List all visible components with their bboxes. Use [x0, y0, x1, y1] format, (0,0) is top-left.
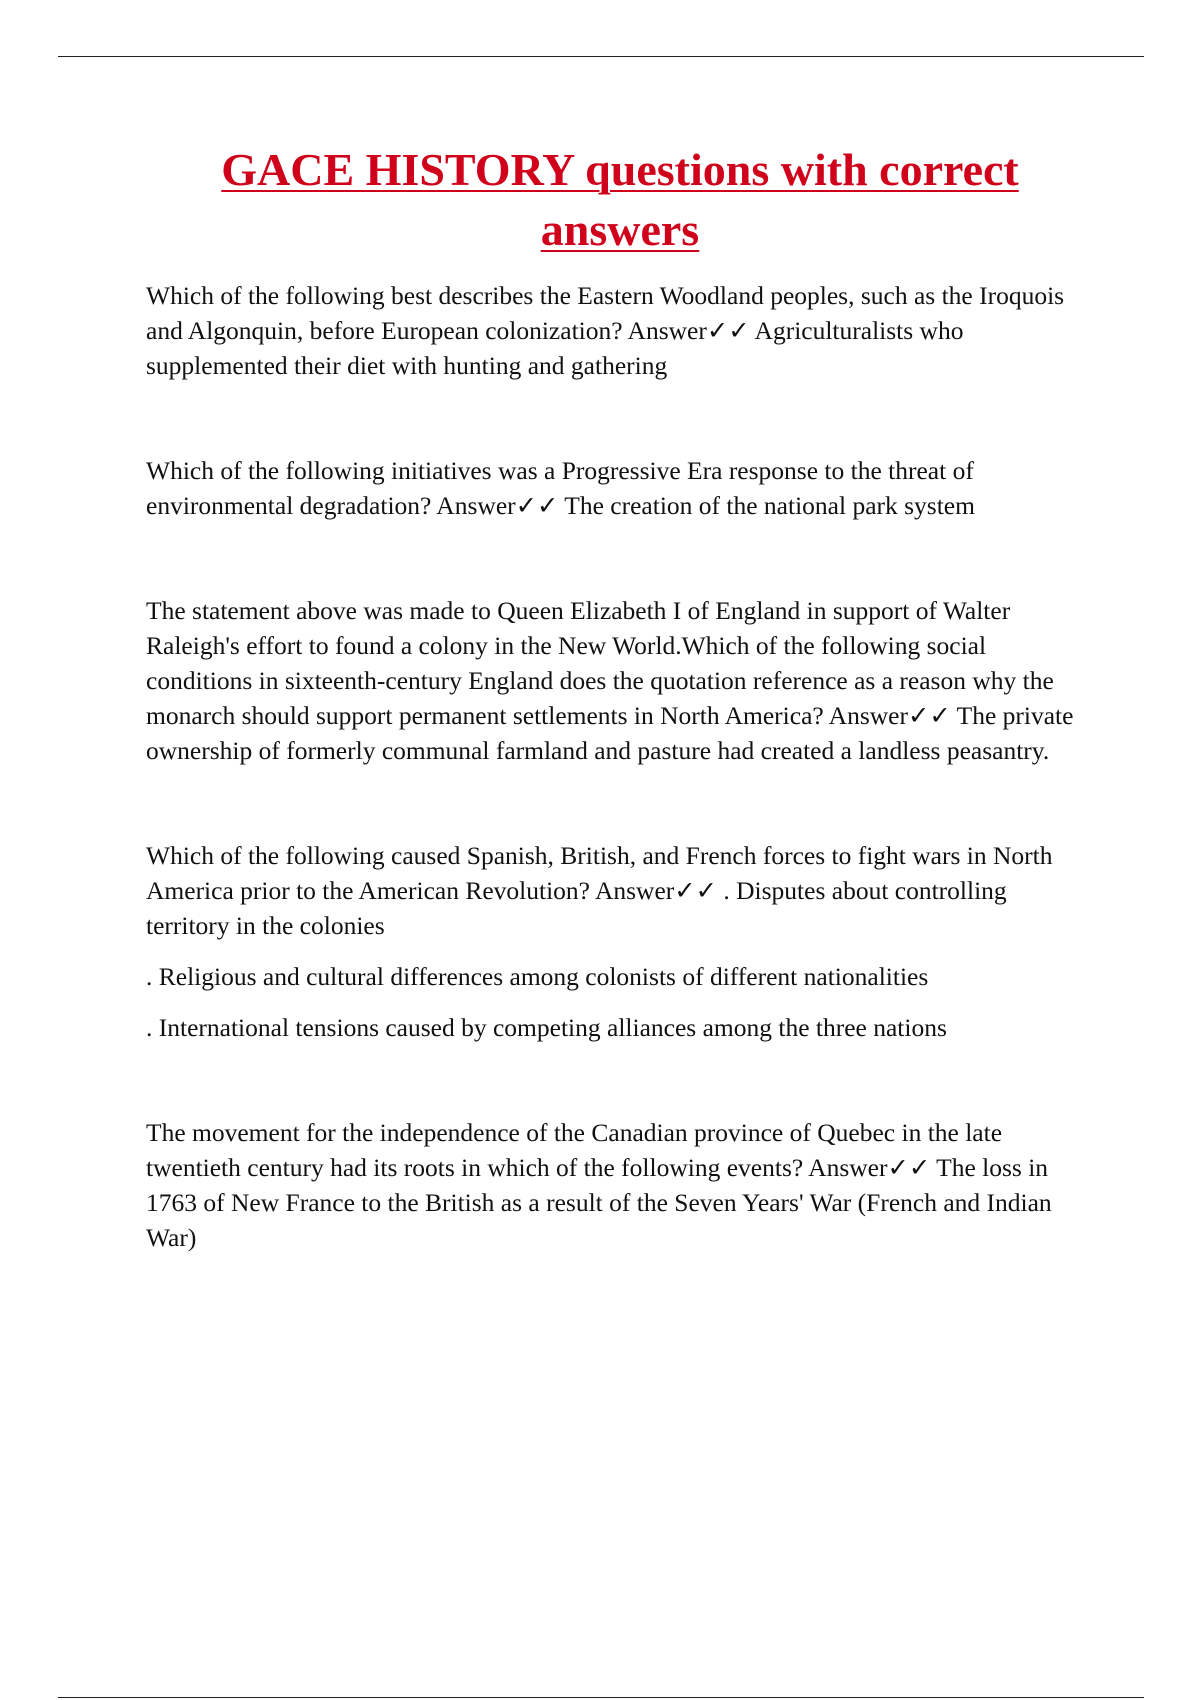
bottom-rule — [58, 1697, 1144, 1698]
qa-text: Which of the following initiatives was a Progressive Era response to the threat of environmental degradation? Answer✓✓ The creation of the national park system — [146, 456, 975, 520]
qa-text: The statement above was made to Queen Elizabeth I of England in support of Walter Raleigh's effort to found a colony in the New World.Which of the following social conditions in sixteenth-century England does the quotation reference as a reason why the monarch should support permanent settlements in North America? Answer✓✓ The private ownership of formerly communal farmland and pasture had created a landless peasantry. — [146, 596, 1074, 765]
page-title: GACE HISTORY questions with correct answers — [221, 144, 1019, 255]
qa-item-2 — [146, 453, 1086, 523]
qa-list — [146, 278, 1086, 1255]
qa-item-4 — [146, 838, 1086, 1045]
qa-option-line: . International tensions caused by competing alliances among the three nations — [146, 1013, 947, 1042]
qa-item-1 — [146, 278, 1086, 383]
qa-text: Which of the following best describes the Eastern Woodland peoples, such as the Iroquois and Algonquin, before European colonization? Answer✓✓ Agriculturalists who supplemented their diet with hunting and gathering — [146, 281, 1065, 380]
qa-option-line: . Religious and cultural differences among colonists of different nationalities — [146, 962, 929, 991]
top-rule — [58, 56, 1144, 57]
qa-item-3 — [146, 593, 1086, 768]
qa-item-5 — [146, 1115, 1086, 1255]
qa-text: The movement for the independence of the Canadian province of Quebec in the late twentieth century had its roots in which of the following events? Answer✓✓ The loss in 1763 of New France to the British as a result of the Seven Years' War (French and Indian War) — [146, 1118, 1052, 1252]
qa-text: Which of the following caused Spanish, British, and French forces to fight wars in North America prior to the American Revolution? Answer✓✓ . Disputes about controlling territory in the colonies — [146, 841, 1053, 940]
